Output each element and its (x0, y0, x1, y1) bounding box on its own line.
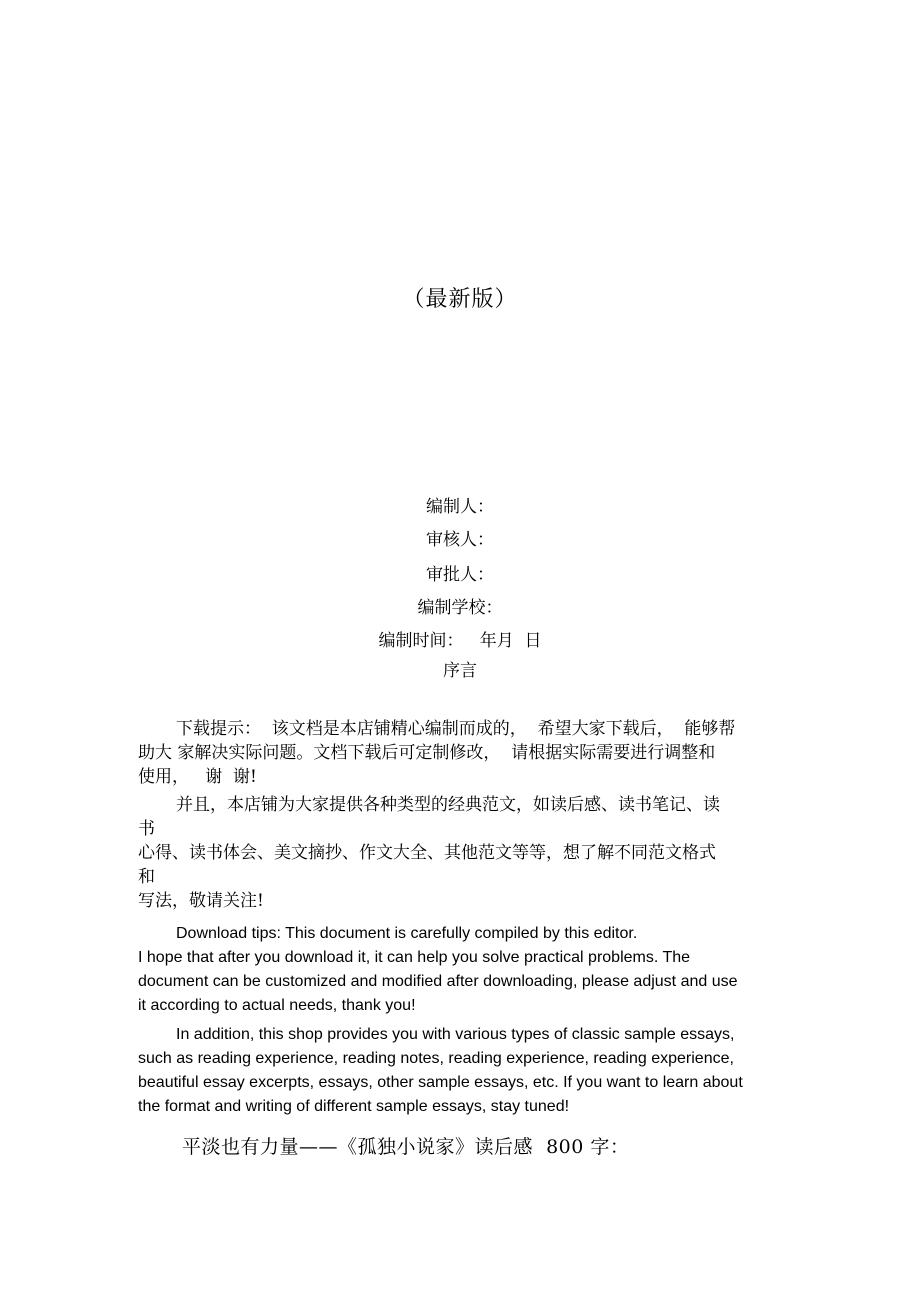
date-field: 编制时间： 年月 日 (378, 631, 542, 651)
cn-para2-line3: 心得、读书体会、美文摘抄、作文大全、其他范文等等，想了解不同范文格式 (138, 843, 716, 863)
version-label: （最新版） (402, 287, 518, 312)
en-para1-line4: it according to actual needs, thank you! (138, 997, 416, 1014)
cn-para1-line3: 使用， 谢 谢! (138, 767, 257, 787)
en-para1-line3: document can be customized and modified after downloading, please adjust and use (138, 973, 738, 990)
cn-para2-line2: 书 (138, 819, 155, 839)
cn-para2-line5: 写法，敬请关注! (138, 891, 264, 911)
cn-shop-intro-paragraph (138, 793, 788, 913)
cn-para1-line1: 下载提示： 该文档是本店铺精心编制而成的， 希望大家下载后， 能够帮 (176, 719, 736, 739)
approver-field: 审批人： (426, 565, 494, 585)
preface-title: 序言 (443, 661, 477, 681)
cn-para1-line2: 助大 家解决实际问题。文档下载后可定制修改， 请根据实际需要进行调整和 (138, 743, 716, 763)
en-para1-line2: I hope that after you download it, it can help you solve practical problems. The (138, 949, 691, 966)
compiler-field: 编制人： (426, 497, 494, 517)
en-para2-line2: such as reading experience, reading notes, reading experience, reading experience, (138, 1050, 734, 1067)
en-para1-line1: Download tips: This document is carefully compiled by this editor. (176, 925, 638, 942)
en-shop-intro-paragraph (138, 1023, 790, 1119)
school-field: 编制学校： (417, 598, 503, 618)
essay-title: 平淡也有力量——《孤独小说家》读后感 800 字： (182, 1136, 630, 1158)
cn-para2-line4: 和 (138, 867, 155, 887)
en-para2-line4: the format and writing of different sample essays, stay tuned! (138, 1098, 570, 1115)
en-para2-line3: beautiful essay excerpts, essays, other sample essays, etc. If you want to learn about (138, 1074, 743, 1091)
en-download-tips-paragraph (138, 922, 790, 1018)
cn-download-tips-paragraph (138, 717, 788, 789)
cn-para2-line1: 并且，本店铺为大家提供各种类型的经典范文，如读后感、读书笔记、读 (176, 795, 720, 815)
reviewer-field: 审核人： (426, 530, 494, 550)
en-para2-line1: In addition, this shop provides you with various types of classic sample essays, (176, 1026, 735, 1043)
